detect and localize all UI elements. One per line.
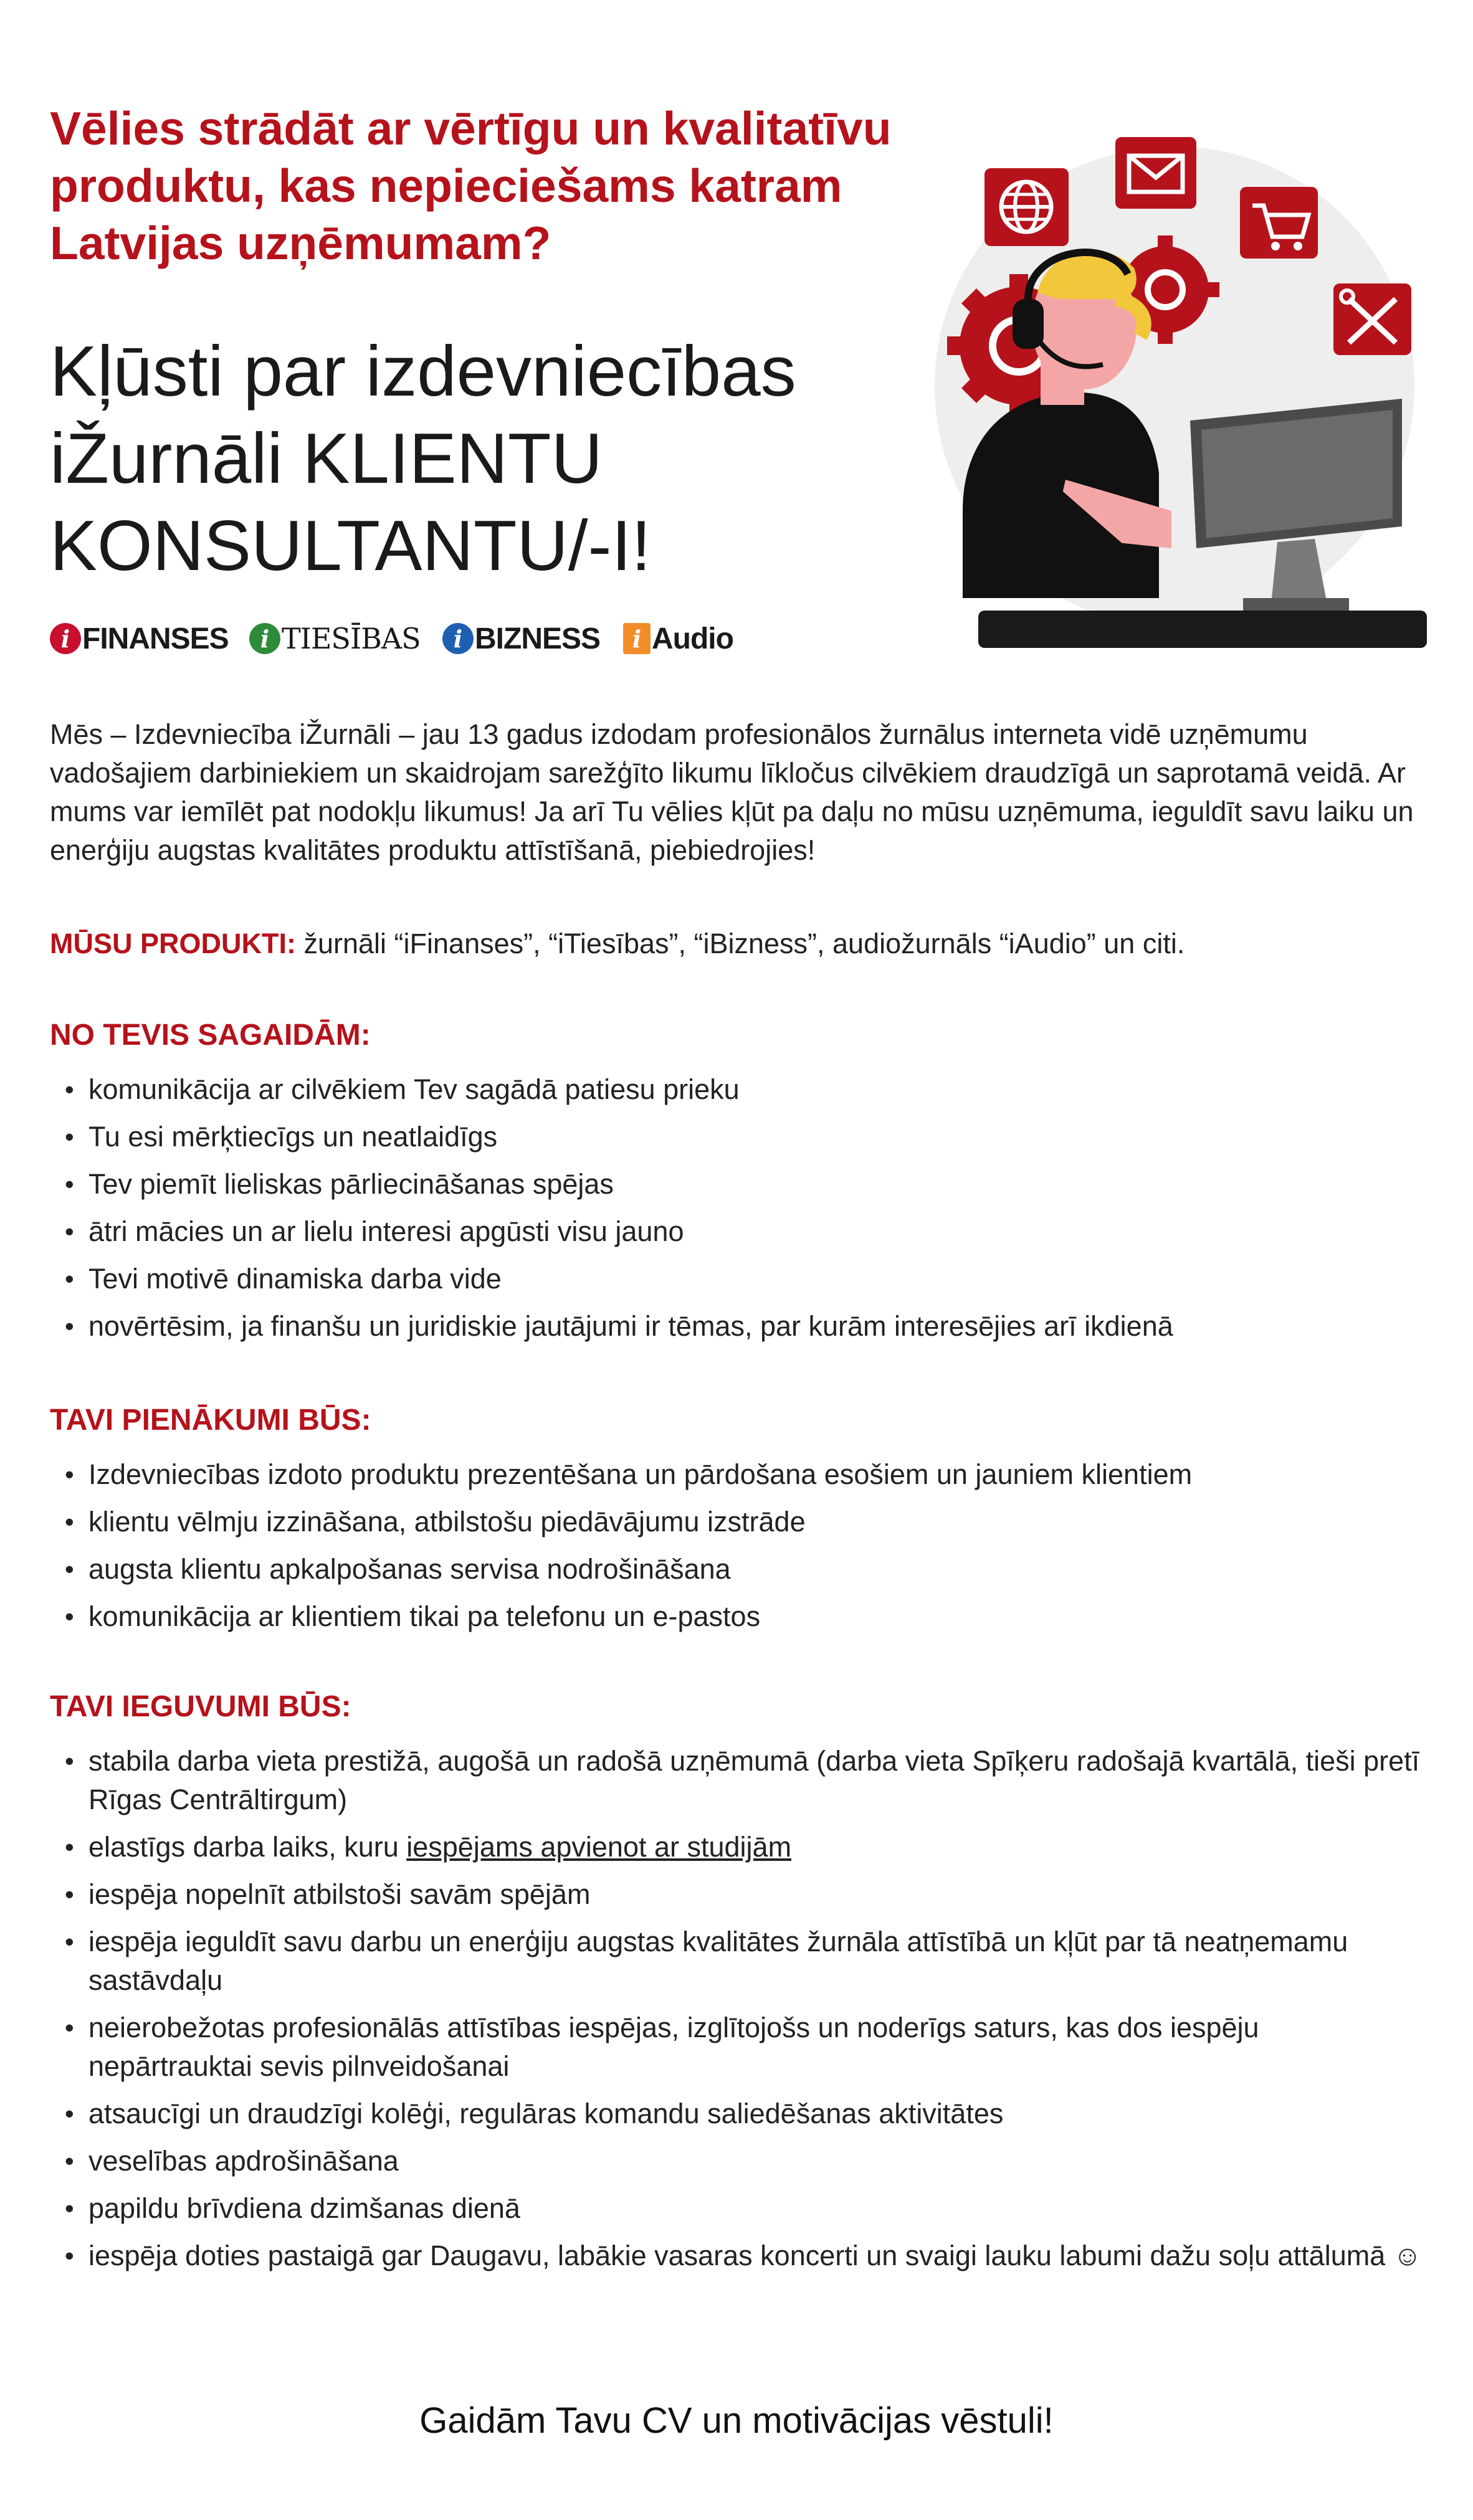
list-item: • iespēja nopelnīt atbilstoši savām spējām	[50, 1875, 1427, 1914]
benefits-list	[50, 1742, 1427, 2284]
studies-link[interactable]: iespējams apvienot ar studijām	[406, 1831, 792, 1863]
brand-ibizness-logo	[442, 617, 600, 660]
title-line: KONSULTANTU/-I!	[50, 506, 651, 586]
brand-logos	[50, 617, 798, 660]
list-item: • augsta klientu apkalpošanas servisa nodrošināšana	[50, 1550, 1427, 1589]
brand-itiesibas-logo	[249, 617, 421, 660]
list-item: • neierobežotas profesionālās attīstības iespējas, izglītojošs un noderīgs saturs, kas dos iespēju nepārtrauktai sevis pilnveidošanai	[50, 2009, 1427, 2086]
brand-i-icon: i	[442, 623, 474, 654]
section-heading-expect: NO TEVIS SAGAIDĀM:	[50, 1019, 371, 1052]
duties-list	[50, 1455, 1427, 1645]
list-item: • Tevi motivē dinamiska darba vide	[50, 1260, 1427, 1298]
list-item: • stabila darba vieta prestižā, augošā un radošā uzņēmumā (darba vieta Spīķeru radošajā kvartālā, tieši pretī Rīgas Centrāltirgum)	[50, 1742, 1427, 1819]
brand-name: Audio	[652, 622, 733, 655]
list-item: • atsaucīgi un draudzīgi kolēģi, regulāras komandu saliedēšanas aktivitātes	[50, 2094, 1427, 2133]
brand-i-icon: i	[50, 623, 81, 654]
tools-icon	[1333, 283, 1411, 355]
cart-icon	[1240, 187, 1318, 259]
brand-name: BIZNESS	[475, 622, 601, 655]
expect-list	[50, 1070, 1427, 1354]
section-heading-benefits: TAVI IEGUVUMI BŪS:	[50, 1690, 351, 1723]
list-item: • novērtēsim, ja finanšu un juridiskie jautājumi ir tēmas, par kurām interesējies arī ikdienā	[50, 1307, 1427, 1346]
list-item: • komunikācija ar klientiem tikai pa telefonu un e-pastos	[50, 1597, 1427, 1636]
envelope-icon	[1115, 137, 1196, 209]
title-line: Kļūsti par izdevniecības	[50, 332, 796, 411]
headset-icon	[1013, 299, 1044, 349]
list-item: • Tev piemīt lieliskas pārliecināšanas spējas	[50, 1165, 1427, 1204]
brand-i-icon: i	[249, 623, 280, 654]
brand-i-icon: i	[623, 623, 651, 654]
brand-iaudio-logo	[623, 617, 733, 660]
list-item: • iespēja doties pastaigā gar Daugavu, labākie vasaras koncerti un svaigi lauku labumi dažu soļu attālumā ☺	[50, 2237, 1427, 2275]
page-title	[50, 328, 922, 590]
globe-icon	[984, 168, 1069, 246]
list-item: • veselības apdrošināšana	[50, 2142, 1427, 2180]
products-line	[50, 925, 1427, 963]
products-text: žurnāli “iFinanses”, “iTiesības”, “iBizness”, audiožurnāls “iAudio” un citi.	[295, 928, 1185, 959]
list-item-text: elastīgs darba laiks, kuru	[88, 1831, 407, 1863]
products-label: MŪSU PRODUKTI:	[50, 928, 296, 959]
brand-ifinanses-logo	[50, 617, 229, 660]
list-item: • papildu brīvdiena dzimšanas dienā	[50, 2189, 1427, 2228]
hero-tagline: Vēlies strādāt ar vērtīgu un kvalitatīvu produktu, kas nepieciešams katram Latvijas uzņēmumam?	[50, 102, 892, 269]
list-item: • Izdevniecības izdoto produktu prezentēšana un pārdošana esošiem un jauniem klientiem	[50, 1455, 1427, 1494]
desk	[978, 611, 1427, 648]
closing-call-to-action: Gaidām Tavu CV un motivācijas vēstuli!	[419, 2400, 1054, 2441]
list-item: • Tu esi mērķtiecīgs un neatlaidīgs	[50, 1118, 1427, 1156]
list-item	[50, 1828, 1427, 1866]
brand-name: FINANSES	[82, 622, 229, 655]
list-item: • klientu vēlmju izzināšana, atbilstošu piedāvājumu izstrāde	[50, 1503, 1427, 1541]
title-line: iŽurnāli KLIENTU	[50, 419, 603, 498]
list-item: • ātri mācies un ar lielu interesi apgūsti visu jauno	[50, 1212, 1427, 1251]
brand-name: TIESĪBAS	[282, 622, 421, 655]
section-heading-duties: TAVI PIENĀKUMI BŪS:	[50, 1404, 371, 1437]
intro-paragraph: Mēs – Izdevniecība iŽurnāli – jau 13 gadus izdodam profesionālos žurnālus interneta vidē uzņēmumu vadošajiem darbiniekiem un skaidrojam sarežģīto likumu līkločus cilvēkiem draudzīgā un saprotamā veidā. Ar mums var iemīlēt pat nodokļu likumus! Ja arī Tu vēlies kļūt pa daļu no mūsu uzņēmuma, ieguldīt savu laiku un enerģiju augstas kvalitātes produktu attīstīšanā, piebiedrojies!	[50, 718, 1414, 866]
list-item: • komunikācija ar cilvēkiem Tev sagādā patiesu prieku	[50, 1070, 1427, 1109]
list-item: • iespēja ieguldīt savu darbu un enerģiju augstas kvalitātes žurnāla attīstībā un kļūt par tā neatņemamu sastāvdaļu	[50, 1923, 1427, 2000]
customer-support-illustration	[903, 112, 1433, 660]
